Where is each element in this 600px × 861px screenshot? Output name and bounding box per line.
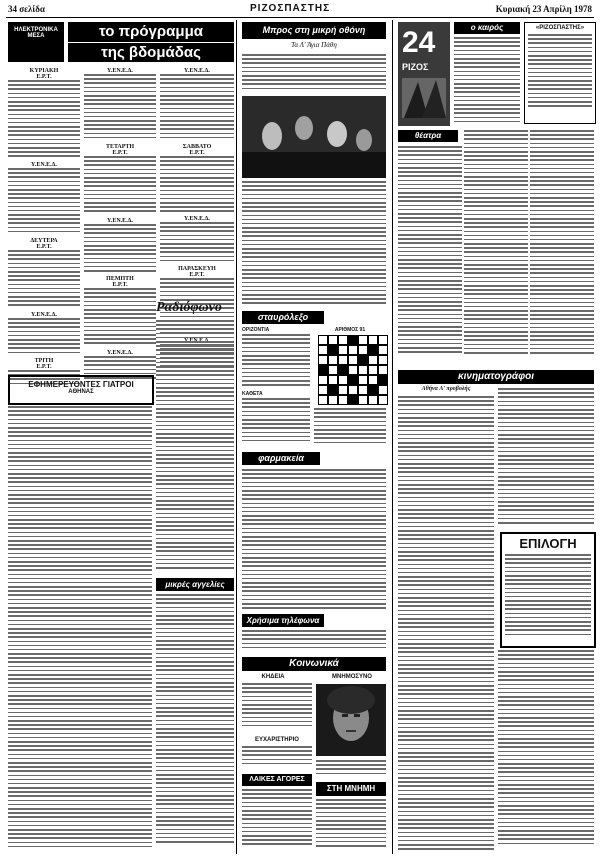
crossword-cell bbox=[348, 375, 358, 385]
tv-listing bbox=[160, 156, 234, 216]
crossword-cell bbox=[358, 355, 368, 365]
theatres-list-2 bbox=[464, 130, 528, 366]
crossword-cell bbox=[378, 365, 388, 375]
social-thanks-heading: ΕΥΧΑΡΙΣΤΗΡΙΟ bbox=[255, 737, 299, 743]
day-heading: ΤΡΙΤΗ bbox=[34, 358, 54, 364]
rizospastis-box-title: «ΡΙΖΟΣΠΑΣΤΗΣ» bbox=[535, 25, 585, 31]
crossword-cell bbox=[318, 355, 328, 365]
header-rule bbox=[6, 17, 594, 18]
channel-heading: Υ.ΕΝ.Ε.Δ. bbox=[107, 218, 133, 224]
poster-number: 24 bbox=[402, 26, 436, 59]
weather-text bbox=[454, 37, 520, 127]
social-title: Κοινωνικά bbox=[242, 657, 386, 671]
doctors-title: ΕΦΗΜΕΡΕΥΟΝΤΕΣ ΓΙΑΤΡΟΙ bbox=[28, 380, 134, 389]
day-heading: ΠΕΜΠΤΗ bbox=[106, 276, 134, 282]
crossword-horizontal-heading: ΟΡΙΖΟΝΤΙΑ bbox=[242, 327, 270, 333]
tv-listing bbox=[160, 222, 234, 266]
screen-article-2 bbox=[242, 181, 386, 309]
useful-phones-title: Χρήσιμα τηλέφωνα bbox=[242, 614, 324, 627]
tv-col-1 bbox=[8, 68, 80, 390]
crossword-cell bbox=[368, 395, 378, 405]
crossword-cell bbox=[378, 355, 388, 365]
pharmacies-title: φαρμακεία bbox=[242, 452, 320, 465]
social-in-memory-text bbox=[316, 799, 386, 849]
social-in-memory-heading: ΣΤΗ ΜΝΗΜΗ bbox=[316, 782, 386, 796]
social-funeral-heading: ΚΗΔΕΙΑ bbox=[261, 674, 285, 680]
crossword-cell bbox=[328, 355, 338, 365]
crossword-cell bbox=[328, 335, 338, 345]
programme-banner-line2: της βδομάδας bbox=[68, 43, 234, 62]
newspaper-name: ΡΙΖΟΣΠΑΣΤΗΣ bbox=[250, 3, 331, 14]
tv-listing bbox=[84, 288, 156, 350]
crossword-title: σταυρόλεξο bbox=[242, 311, 324, 324]
radio-title: Ραδιόφωνο bbox=[156, 300, 222, 315]
choice-title: ΕΠΙΛΟΓΗ bbox=[519, 536, 577, 551]
crossword-vertical-clues bbox=[242, 398, 310, 448]
crossword-horizontal-clues bbox=[242, 334, 310, 389]
poster-word: ΡΙΖΟΣ bbox=[402, 62, 429, 72]
channel-heading: Ε.Ρ.Τ. bbox=[36, 244, 52, 250]
rizospastis-box-text bbox=[528, 34, 592, 116]
crossword-cell bbox=[328, 345, 338, 355]
channel-heading: Ε.Ρ.Τ. bbox=[189, 272, 205, 278]
crossword-cell bbox=[318, 345, 328, 355]
crossword-cell bbox=[378, 395, 388, 405]
crossword-cell bbox=[338, 335, 348, 345]
tv-listing bbox=[8, 318, 80, 358]
crossword-cell bbox=[348, 365, 358, 375]
social-thanks-text bbox=[242, 746, 312, 770]
issue-date: Κυριακή 23 Απρίλη 1978 bbox=[495, 4, 592, 14]
crossword-cell bbox=[338, 375, 348, 385]
memorial-text bbox=[316, 760, 386, 778]
crossword-cell bbox=[368, 385, 378, 395]
tv-listing bbox=[84, 224, 156, 276]
memorial-photo bbox=[316, 684, 386, 756]
useful-phones-list bbox=[242, 630, 386, 654]
day-heading: ΤΕΤΑΡΤΗ bbox=[105, 144, 135, 150]
channel-heading: Υ.ΕΝ.Ε.Δ. bbox=[31, 162, 57, 168]
social-markets-heading: ΛΑΙΚΕΣ ΑΓΟΡΕΣ bbox=[242, 774, 312, 786]
tv-listing bbox=[160, 74, 234, 144]
crossword-cell bbox=[348, 345, 358, 355]
crossword-cell bbox=[328, 395, 338, 405]
channel-heading: Υ.ΕΝ.Ε.Δ. bbox=[184, 216, 210, 222]
column-rule bbox=[392, 20, 393, 854]
crossword-cell bbox=[338, 395, 348, 405]
screen-subtitle: Τα Λ' Άγια Πάθη bbox=[291, 41, 337, 49]
cinemas-list-3 bbox=[498, 650, 594, 850]
social-markets-text bbox=[242, 789, 312, 849]
day-heading: ΠΑΡΑΣΚΕΥΗ bbox=[178, 266, 216, 272]
channel-heading: Ε.Ρ.Τ. bbox=[36, 364, 52, 370]
day-heading: ΣΑΒΒΑΤΟ bbox=[182, 144, 212, 150]
crossword-cell bbox=[348, 385, 358, 395]
channel-heading: Ε.Ρ.Τ. bbox=[112, 150, 128, 156]
crossword-cell bbox=[318, 365, 328, 375]
crossword-cell bbox=[338, 385, 348, 395]
tv-col-2 bbox=[84, 68, 156, 382]
poster bbox=[398, 22, 450, 126]
cinemas-list-2 bbox=[498, 388, 594, 528]
day-heading: ΔΕΥΤΕΡΑ bbox=[30, 238, 58, 244]
cinemas-title: κινηματογράφοι bbox=[398, 370, 594, 384]
crossword-cell bbox=[348, 335, 358, 345]
crossword-cell bbox=[318, 395, 328, 405]
crossword-cell bbox=[338, 345, 348, 355]
doctors-subtitle: ΑΘΗΝΑΣ bbox=[68, 389, 94, 395]
tv-listing bbox=[84, 74, 156, 144]
cinemas-subtitle: Αθήνα Α' προβολής bbox=[421, 386, 471, 392]
channel-heading: Υ.ΕΝ.Ε.Δ. bbox=[31, 312, 57, 318]
programme-banner-line1: το πρόγραμμα bbox=[68, 22, 234, 42]
channel-heading: Υ.ΕΝ.Ε.Δ. bbox=[107, 350, 133, 356]
crossword-cell bbox=[338, 355, 348, 365]
channel-heading: Ε.Ρ.Τ. bbox=[36, 74, 52, 80]
weather-title: ο καιρός bbox=[454, 22, 520, 34]
crossword-cell bbox=[358, 385, 368, 395]
doctors-list bbox=[8, 406, 152, 850]
crossword-cell bbox=[368, 345, 378, 355]
crossword-solution bbox=[314, 408, 386, 448]
choice-box bbox=[500, 532, 596, 648]
theatres-list-1 bbox=[398, 146, 462, 366]
programme-banner-logo: ΗΛΕΚΤΡΟΝΙΚΑ ΜΕΣΑ bbox=[8, 22, 64, 62]
social-funeral-text bbox=[242, 683, 312, 733]
tv-listing bbox=[84, 156, 156, 218]
small-ads-list bbox=[156, 594, 234, 850]
channel-heading: Υ.ΕΝ.Ε.Δ. bbox=[107, 68, 133, 74]
social-memorial-heading: ΜΝΗΜΟΣΥΝΟ bbox=[332, 674, 372, 680]
crossword-cell bbox=[348, 395, 358, 405]
crossword-cell bbox=[318, 375, 328, 385]
theatres-list-3 bbox=[530, 130, 594, 366]
screen-photo bbox=[242, 96, 386, 178]
screen-photo-image bbox=[242, 96, 386, 178]
crossword-cell bbox=[378, 335, 388, 345]
crossword-cell bbox=[318, 385, 328, 395]
crossword-cell bbox=[358, 395, 368, 405]
crossword-cell bbox=[358, 365, 368, 375]
pharmacies-list bbox=[242, 469, 386, 611]
memorial-portrait bbox=[316, 684, 386, 756]
crossword-cell bbox=[338, 365, 348, 375]
radio-listing bbox=[156, 320, 234, 575]
crossword-cell bbox=[318, 335, 328, 345]
theatres-title: θέατρα bbox=[398, 130, 458, 142]
screen-title: Μπρος στη μικρή οθόνη bbox=[242, 22, 386, 39]
tv-listing bbox=[8, 168, 80, 238]
crossword-cell bbox=[328, 365, 338, 375]
programme-banner bbox=[8, 22, 236, 64]
channel-heading: Υ.ΕΝ.Ε.Δ. bbox=[184, 68, 210, 74]
page-number: 34 σελίδα bbox=[8, 4, 45, 14]
crossword-cell bbox=[328, 375, 338, 385]
crossword-cell bbox=[368, 375, 378, 385]
crossword-cell bbox=[348, 355, 358, 365]
screen-article bbox=[242, 54, 386, 94]
crossword-cell bbox=[328, 385, 338, 395]
crossword-cell bbox=[368, 335, 378, 345]
crossword-cell bbox=[378, 345, 388, 355]
choice-list bbox=[505, 554, 591, 640]
doctors-title-box bbox=[8, 375, 154, 405]
channel-heading: Ε.Ρ.Τ. bbox=[112, 282, 128, 288]
cinemas-list-1 bbox=[398, 396, 494, 850]
tv-listing bbox=[8, 80, 80, 162]
crossword-cell bbox=[358, 345, 368, 355]
column-rule bbox=[236, 20, 237, 854]
small-ads-title: μικρές αγγελίες bbox=[156, 578, 234, 591]
crossword-cell bbox=[368, 355, 378, 365]
crossword-cell bbox=[368, 365, 378, 375]
channel-heading: Ε.Ρ.Τ. bbox=[189, 150, 205, 156]
crossword-cell bbox=[358, 335, 368, 345]
crossword-cell bbox=[378, 375, 388, 385]
crossword-grid bbox=[318, 335, 388, 405]
crossword-number: ΑΡΙΘΜΟΣ 91 bbox=[334, 327, 366, 333]
crossword-cell bbox=[378, 385, 388, 395]
day-heading: ΚΥΡΙΑΚΗ bbox=[29, 68, 59, 74]
crossword-cell bbox=[358, 375, 368, 385]
crossword-vertical-heading: ΚΑΘΕΤΑ bbox=[242, 391, 263, 397]
tv-listing bbox=[8, 250, 80, 312]
rizospastis-box bbox=[524, 22, 596, 124]
